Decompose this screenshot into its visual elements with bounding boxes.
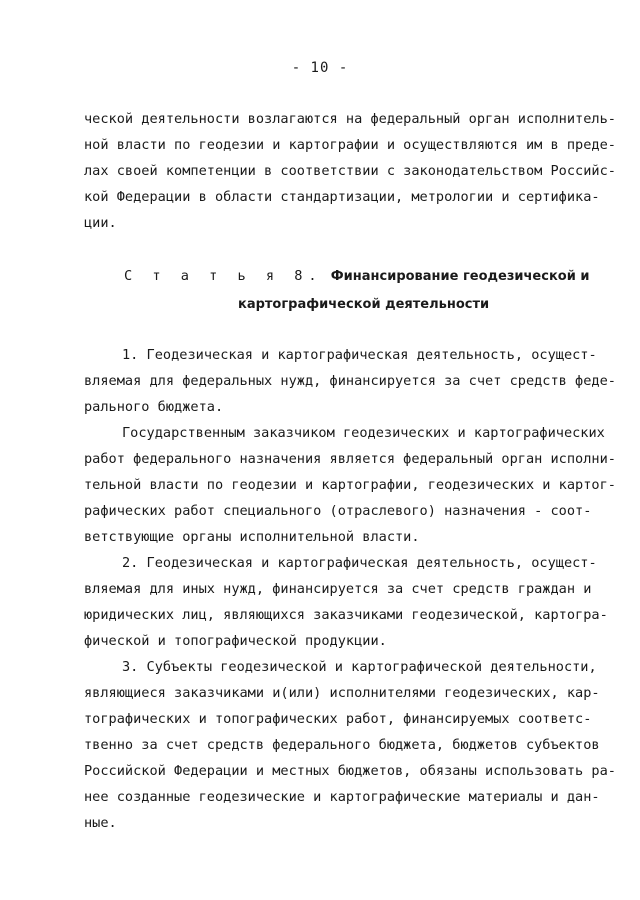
text-line: вляемая для федеральных нужд, финансируется за счет средств феде-	[84, 373, 616, 389]
text-line: ные.	[84, 815, 117, 831]
article-title-line-2: картографической деятельности	[238, 297, 490, 312]
article-title-line-1: Финансирование геодезической и	[330, 269, 590, 284]
text-line: ции.	[84, 215, 117, 231]
text-line: кой Федерации в области стандартизации, метрологии и сертифика-	[84, 189, 600, 205]
text-line: тографических и топографических работ, финансируемых соответс-	[84, 711, 592, 727]
text-line: работ федерального назначения является федеральный орган исполни-	[84, 451, 616, 467]
text-line: ветствующие органы исполнительной власти.	[84, 529, 420, 545]
text-line: лах своей компетенции в соответствии с законодательством Российс-	[84, 163, 616, 179]
text-line: Государственным заказчиком геодезических и картографических	[122, 425, 605, 441]
text-line: юридических лиц, являющихся заказчиками геодезической, картогра-	[84, 607, 608, 623]
text-line: ной власти по геодезии и картографии и осуществляются им в преде-	[84, 137, 616, 153]
article-heading	[124, 262, 594, 319]
text-line: являющиеся заказчиками и(или) исполнителями геодезических, кар-	[84, 685, 600, 701]
article-number: С т а т ь я 8.	[124, 268, 323, 284]
text-line: Российской Федерации и местных бюджетов, обязаны использовать ра-	[84, 763, 616, 779]
text-line: нее созданные геодезические и картографические материалы и дан-	[84, 789, 600, 805]
text-line: тельной власти по геодезии и картографии, геодезических и картог-	[84, 477, 616, 493]
text-line: 2. Геодезическая и картографическая деятельность, осущест-	[122, 555, 597, 571]
text-line: фической и топографической продукции.	[84, 633, 387, 649]
text-line: твенно за счет средств федерального бюджета, бюджетов субъектов	[84, 737, 600, 753]
page-number: - 10 -	[291, 60, 349, 76]
text-line: 3. Субъекты геодезической и картографической деятельности,	[122, 659, 597, 675]
text-line: 1. Геодезическая и картографическая деятельность, осущест-	[122, 347, 597, 363]
text-line: рального бюджета.	[84, 399, 224, 415]
text-line: ческой деятельности возлагаются на федеральный орган исполнитель-	[84, 111, 616, 127]
text-line: вляемая для иных нужд, финансируется за счет средств граждан и	[84, 581, 592, 597]
article-body	[84, 342, 616, 836]
intro-paragraph	[84, 106, 616, 236]
text-line: рафических работ специального (отраслевого) назначения - соот-	[84, 503, 592, 519]
